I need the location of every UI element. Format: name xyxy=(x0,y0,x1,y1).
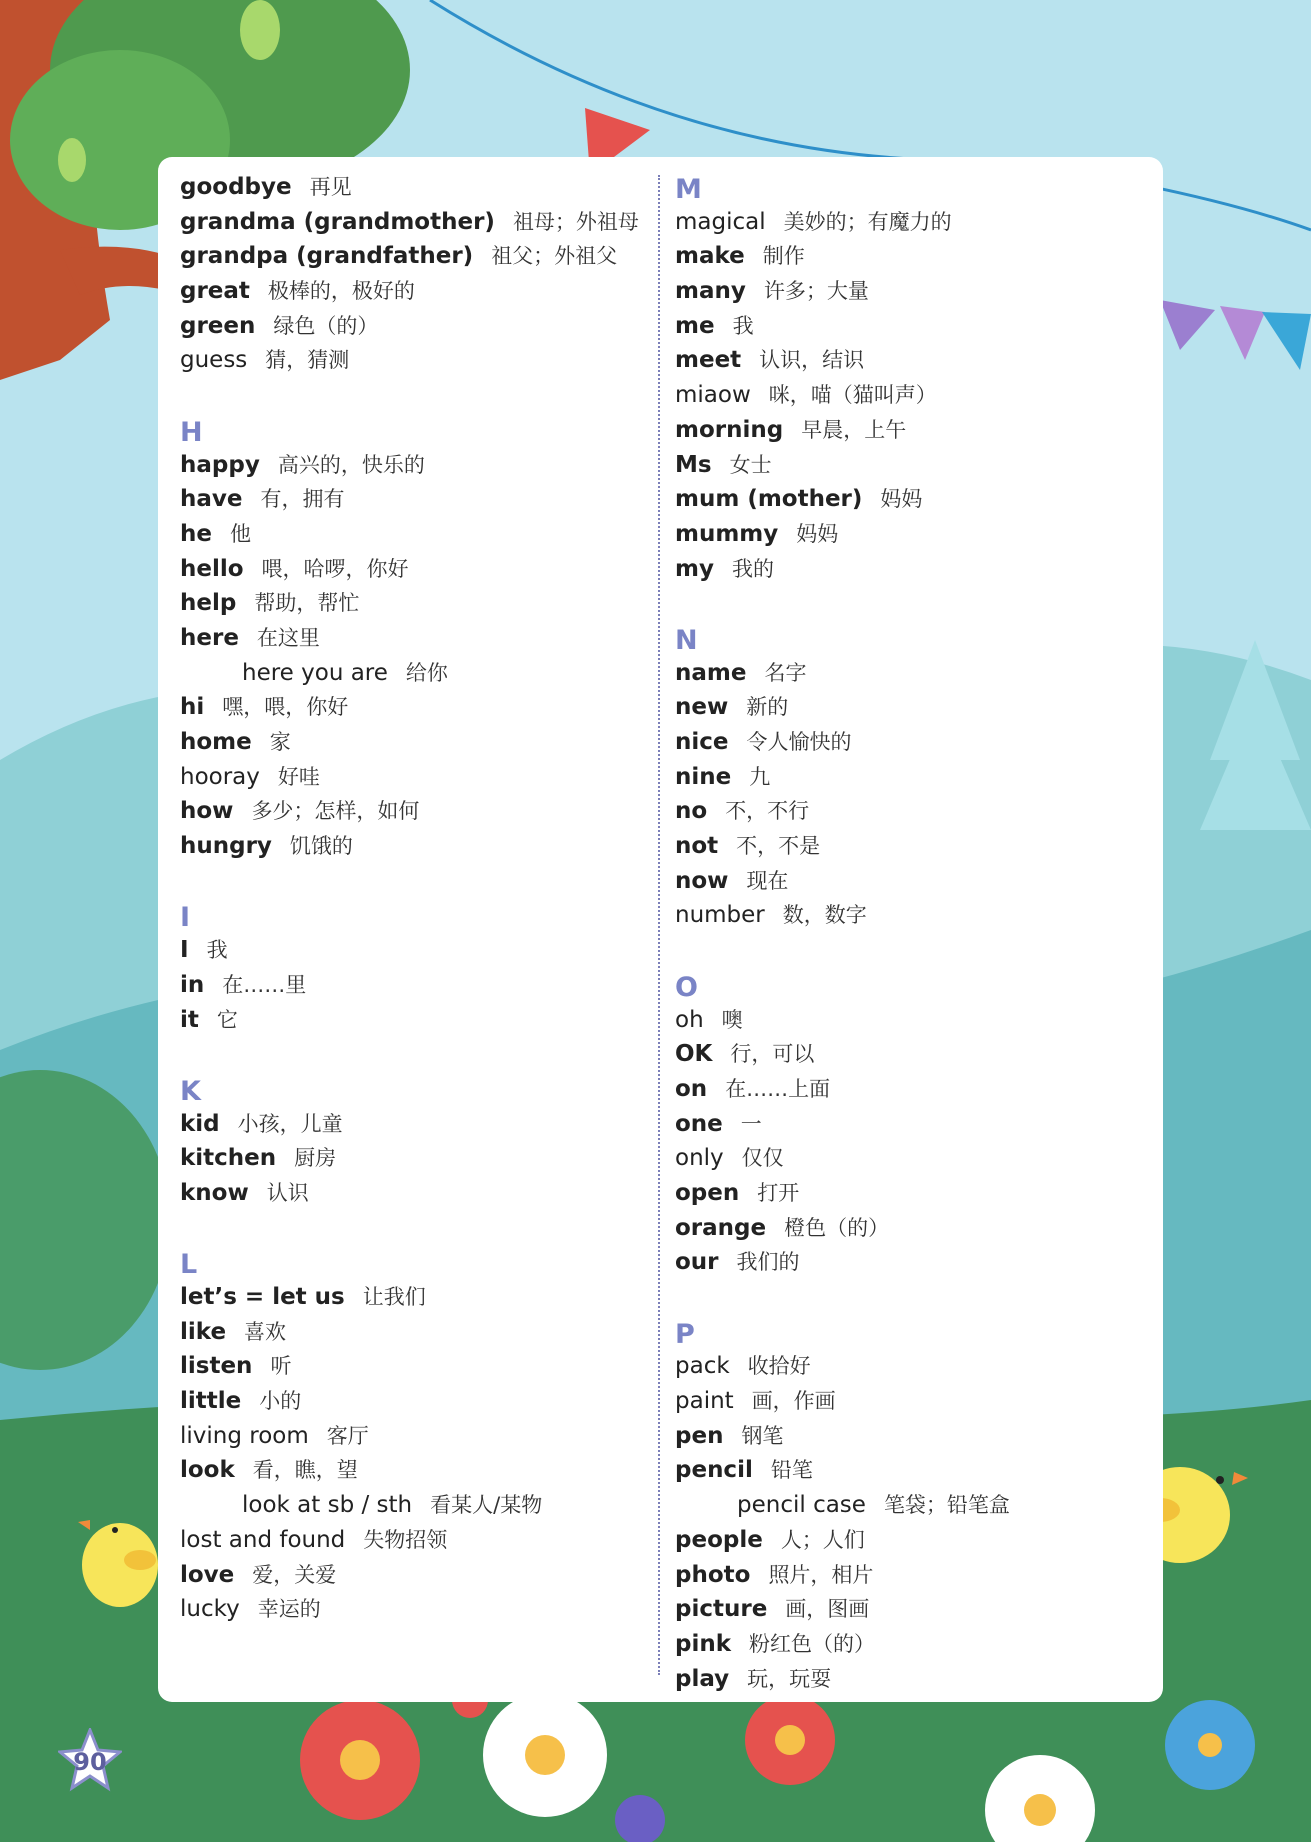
vocab-meaning: 名字 xyxy=(764,660,807,685)
vocab-entry xyxy=(180,725,650,760)
section-gap xyxy=(180,864,650,899)
vocab-meaning: 看某人/某物 xyxy=(430,1493,543,1518)
vocab-meaning: 咪，喵（猫叫声） xyxy=(768,383,937,408)
vocab-entry xyxy=(675,552,1145,587)
vocab-entry xyxy=(675,1419,1145,1454)
leaf-2 xyxy=(58,138,86,182)
vocab-word: on xyxy=(675,1075,708,1102)
vocab-meaning: 好哇 xyxy=(277,764,320,789)
vocab-word: living room xyxy=(180,1422,309,1449)
flower-red-2 xyxy=(745,1695,835,1785)
vocab-word: green xyxy=(180,312,256,339)
vocab-entry xyxy=(675,1488,1145,1523)
vocab-entry xyxy=(180,829,650,864)
vocab-meaning: 在这里 xyxy=(256,625,320,650)
flower-red xyxy=(300,1700,420,1820)
vocab-entry xyxy=(675,274,1145,309)
vocab-word: OK xyxy=(675,1041,713,1068)
vocab-word: kid xyxy=(180,1110,220,1137)
section-gap xyxy=(180,378,650,413)
vocab-word: mum (mother) xyxy=(675,486,863,513)
vocab-meaning: 多少；怎样，如何 xyxy=(251,799,420,824)
vocab-entry xyxy=(675,1384,1145,1419)
vocab-meaning: 我的 xyxy=(731,556,774,581)
vocab-meaning: 画，作画 xyxy=(751,1389,836,1414)
section-gap xyxy=(675,933,1145,968)
vocab-meaning: 玩，玩耍 xyxy=(747,1666,832,1691)
vocab-meaning: 噢 xyxy=(721,1007,743,1032)
vocab-entry xyxy=(180,309,650,344)
vocab-word: know xyxy=(180,1179,249,1206)
vocab-word: how xyxy=(180,798,234,825)
vocab-meaning: 女士 xyxy=(729,452,772,477)
vocab-word: play xyxy=(675,1665,730,1692)
letter-heading: O xyxy=(675,971,698,1003)
vocab-word: listen xyxy=(180,1353,253,1380)
vocab-word: pencil xyxy=(675,1457,753,1484)
vocab-entry xyxy=(180,343,650,378)
vocab-entry xyxy=(180,933,650,968)
vocab-entry xyxy=(675,1072,1145,1107)
vocab-word: grandma (grandmother) xyxy=(180,208,495,235)
vocab-word: great xyxy=(180,278,250,305)
vocabulary-card xyxy=(158,157,1163,1702)
vocab-word: look at sb / sth xyxy=(242,1492,413,1519)
vocab-entry xyxy=(675,239,1145,274)
vocab-word: miaow xyxy=(675,382,751,409)
vocab-word: little xyxy=(180,1388,242,1415)
vocab-word: here xyxy=(180,624,239,651)
vocab-entry xyxy=(180,1384,650,1419)
vocab-word: name xyxy=(675,659,747,686)
vocab-entry xyxy=(675,1107,1145,1142)
vocab-word: Ms xyxy=(675,451,712,478)
vocab-entry xyxy=(180,690,650,725)
vocab-word: pack xyxy=(675,1353,730,1380)
vocab-meaning: 失物招领 xyxy=(363,1527,448,1552)
vocab-meaning: 帮助，帮忙 xyxy=(254,591,360,616)
vocab-word: pen xyxy=(675,1422,724,1449)
vocab-meaning: 喜欢 xyxy=(244,1319,287,1344)
vocab-entry xyxy=(180,1453,650,1488)
vocab-word: pink xyxy=(675,1630,732,1657)
vocab-entry xyxy=(180,1523,650,1558)
vocab-entry xyxy=(180,517,650,552)
vocab-word: make xyxy=(675,243,745,270)
letter-heading: P xyxy=(675,1318,695,1350)
vocab-word: let’s = let us xyxy=(180,1284,345,1310)
vocab-meaning: 幸运的 xyxy=(257,1597,321,1622)
section-gap xyxy=(180,1037,650,1072)
vocab-word: hi xyxy=(180,694,205,721)
vocab-entry xyxy=(180,1488,650,1523)
vocab-entry xyxy=(180,1280,650,1315)
vocab-meaning: 九 xyxy=(749,764,771,789)
vocab-meaning: 不，不行 xyxy=(725,799,810,824)
vocab-meaning: 猜，猜测 xyxy=(265,348,350,373)
vocab-word: our xyxy=(675,1249,719,1276)
vocab-meaning: 再见 xyxy=(309,175,352,199)
vocab-word: orange xyxy=(675,1214,767,1241)
vocab-meaning: 钢笔 xyxy=(741,1423,784,1448)
vocab-word: paint xyxy=(675,1388,734,1415)
vocab-word: in xyxy=(180,971,205,998)
vocab-word: number xyxy=(675,902,765,929)
section-gap xyxy=(675,1280,1145,1315)
vocab-entry xyxy=(675,378,1145,413)
vocab-entry xyxy=(675,343,1145,378)
vocab-word: people xyxy=(675,1526,763,1553)
vocab-meaning: 不，不是 xyxy=(736,834,821,859)
vocab-entry xyxy=(180,1592,650,1627)
vocab-entry xyxy=(675,725,1145,760)
vocab-entry xyxy=(180,1419,650,1454)
vocab-meaning: 绿色（的） xyxy=(273,313,379,338)
vocab-meaning: 它 xyxy=(216,1007,238,1032)
vocab-word: pencil case xyxy=(737,1492,866,1519)
vocab-meaning: 美妙的；有魔力的 xyxy=(783,209,952,234)
vocab-meaning: 一 xyxy=(740,1111,762,1136)
letter-heading: H xyxy=(180,416,203,448)
vocab-word: hello xyxy=(180,555,244,582)
vocab-meaning: 客厅 xyxy=(326,1423,369,1448)
vocab-entry xyxy=(180,552,650,587)
vocab-word: goodbye xyxy=(180,174,292,200)
vocab-meaning: 祖父；外祖父 xyxy=(491,244,618,269)
vocab-meaning: 铅笔 xyxy=(770,1458,813,1483)
vocab-word: nice xyxy=(675,729,729,755)
vocab-entry xyxy=(675,1349,1145,1384)
vocab-word: one xyxy=(675,1110,723,1137)
vocab-entry xyxy=(675,794,1145,829)
vocab-word: photo xyxy=(675,1561,751,1588)
vocab-word: only xyxy=(675,1145,724,1172)
vocab-meaning: 家 xyxy=(269,730,291,754)
vocab-word: happy xyxy=(180,451,260,478)
vocab-entry xyxy=(675,1037,1145,1072)
vocab-entry xyxy=(180,239,650,274)
vocab-meaning: 令人愉快的 xyxy=(746,730,852,754)
vocab-meaning: 我们的 xyxy=(736,1250,800,1275)
vocab-entry xyxy=(180,448,650,483)
vocab-meaning: 笔袋；铅笔盒 xyxy=(883,1493,1010,1518)
vocab-entry xyxy=(675,1211,1145,1246)
vocab-meaning: 认识，结识 xyxy=(759,348,865,373)
vocab-word: many xyxy=(675,278,746,305)
vocab-meaning: 画，图画 xyxy=(785,1597,870,1622)
vocab-word: love xyxy=(180,1561,235,1588)
vocab-entry xyxy=(180,621,650,656)
vocab-word: magical xyxy=(675,208,766,235)
vocab-entry xyxy=(675,898,1145,933)
vocab-meaning: 听 xyxy=(270,1354,292,1379)
vocab-meaning: 看，瞧，望 xyxy=(252,1458,358,1483)
vocab-word: I xyxy=(180,937,189,964)
letter-heading: N xyxy=(675,624,698,656)
vocab-meaning: 我 xyxy=(732,313,754,338)
vocab-word: oh xyxy=(675,1006,704,1033)
vocab-meaning: 认识 xyxy=(266,1180,309,1205)
vocab-entry xyxy=(180,586,650,621)
flower-white xyxy=(483,1693,607,1817)
vocab-entry xyxy=(180,1315,650,1350)
vocab-entry xyxy=(180,482,650,517)
vocab-entry xyxy=(180,1558,650,1593)
vocab-meaning: 行，可以 xyxy=(730,1042,815,1067)
vocab-meaning: 高兴的，快乐的 xyxy=(277,452,425,477)
vocab-entry xyxy=(675,413,1145,448)
vocab-meaning: 人；人们 xyxy=(780,1527,865,1552)
vocab-entry xyxy=(675,448,1145,483)
vocab-meaning: 厨房 xyxy=(294,1146,337,1171)
column-divider xyxy=(658,175,660,1675)
letter-heading: I xyxy=(180,902,191,934)
vocab-meaning: 收拾好 xyxy=(747,1354,811,1379)
vocab-entry xyxy=(180,205,650,240)
vocab-meaning: 妈妈 xyxy=(880,487,923,512)
vocab-word: he xyxy=(180,520,212,547)
vocab-meaning: 小的 xyxy=(259,1389,302,1414)
vocab-meaning: 嘿，喂，你好 xyxy=(222,695,349,720)
vocab-word: my xyxy=(675,555,714,582)
vocab-word: no xyxy=(675,798,708,825)
vocab-word: meet xyxy=(675,347,742,374)
flower-blue xyxy=(1165,1700,1255,1790)
vocab-entry xyxy=(675,829,1145,864)
vocab-entry xyxy=(675,517,1145,552)
vocab-word: here you are xyxy=(242,659,388,686)
vocab-word: guess xyxy=(180,347,248,374)
vocab-word: it xyxy=(180,1006,199,1033)
vocab-meaning: 饥饿的 xyxy=(289,834,353,859)
vocab-meaning: 妈妈 xyxy=(796,521,839,546)
vocab-word: now xyxy=(675,867,729,894)
vocab-word: hooray xyxy=(180,763,260,790)
vocab-entry xyxy=(675,482,1145,517)
vocab-word: kitchen xyxy=(180,1145,277,1172)
vocab-meaning: 打开 xyxy=(757,1180,800,1205)
vocab-meaning: 让我们 xyxy=(362,1285,426,1309)
vocab-word: lucky xyxy=(180,1596,240,1623)
letter-heading: M xyxy=(675,174,702,205)
vocab-word: grandpa (grandfather) xyxy=(180,243,474,270)
vocab-word: morning xyxy=(675,416,784,443)
vocab-meaning: 小孩，儿童 xyxy=(237,1111,343,1136)
vocab-word: not xyxy=(675,833,719,860)
vocab-word: help xyxy=(180,590,237,617)
vocab-entry xyxy=(675,1592,1145,1627)
vocab-meaning: 制作 xyxy=(762,244,805,269)
vocab-entry xyxy=(675,1141,1145,1176)
vocab-meaning: 给你 xyxy=(405,660,448,685)
vocab-meaning: 照片，相片 xyxy=(768,1562,874,1587)
vocab-entry xyxy=(675,760,1145,795)
vocab-meaning: 数，数字 xyxy=(782,903,867,928)
letter-heading: K xyxy=(180,1075,201,1107)
vocab-meaning: 在……上面 xyxy=(725,1076,831,1101)
vocab-entry xyxy=(180,1141,650,1176)
vocab-meaning: 在……里 xyxy=(222,972,307,997)
vocab-entry xyxy=(675,1003,1145,1038)
vocab-word: have xyxy=(180,486,243,513)
left-column xyxy=(180,170,650,1627)
vocab-entry xyxy=(675,1453,1145,1488)
vocab-word: lost and found xyxy=(180,1526,346,1553)
vocab-entry xyxy=(675,1176,1145,1211)
page-number: 90 xyxy=(73,1748,107,1776)
vocab-meaning: 仅仅 xyxy=(741,1146,784,1171)
section-gap xyxy=(180,1211,650,1246)
vocab-entry xyxy=(180,1107,650,1142)
vocab-word: like xyxy=(180,1318,227,1345)
vocab-entry xyxy=(180,794,650,829)
vocab-entry xyxy=(180,968,650,1003)
vocab-word: new xyxy=(675,694,729,721)
vocab-meaning: 爱，关爱 xyxy=(252,1562,337,1587)
vocab-meaning: 橙色（的） xyxy=(784,1215,890,1240)
vocab-meaning: 祖母；外祖母 xyxy=(512,209,639,234)
vocab-entry xyxy=(180,170,650,205)
vocab-meaning: 有，拥有 xyxy=(260,487,345,512)
vocab-word: me xyxy=(675,312,715,339)
leaf-1 xyxy=(240,0,280,60)
vocab-word: hungry xyxy=(180,833,272,860)
vocab-word: nine xyxy=(675,763,732,790)
vocab-entry xyxy=(675,205,1145,240)
vocab-meaning: 现在 xyxy=(746,868,789,893)
vocab-meaning: 极棒的，极好的 xyxy=(267,279,415,304)
vocab-entry xyxy=(675,656,1145,691)
vocab-entry xyxy=(675,1523,1145,1558)
vocab-entry xyxy=(675,864,1145,899)
vocab-entry xyxy=(180,1176,650,1211)
vocab-meaning: 喂，哈啰，你好 xyxy=(261,556,409,581)
vocab-entry xyxy=(675,1245,1145,1280)
vocab-word: home xyxy=(180,729,252,755)
vocab-word: mummy xyxy=(675,520,779,547)
vocab-meaning: 我 xyxy=(206,938,228,963)
vocab-word: look xyxy=(180,1457,235,1484)
right-column xyxy=(675,170,1145,1696)
vocab-meaning: 粉红色（的） xyxy=(749,1631,876,1656)
vocab-meaning: 新的 xyxy=(746,695,789,720)
vocab-entry xyxy=(675,1558,1145,1593)
vocab-entry xyxy=(675,1662,1145,1697)
vocab-entry xyxy=(180,760,650,795)
vocab-entry xyxy=(675,1627,1145,1662)
vocab-entry xyxy=(180,656,650,691)
vocab-entry xyxy=(180,1003,650,1038)
vocab-word: open xyxy=(675,1179,740,1206)
vocab-entry xyxy=(675,690,1145,725)
vocab-meaning: 许多；大量 xyxy=(763,279,869,304)
vocab-entry xyxy=(180,274,650,309)
vocab-meaning: 他 xyxy=(229,521,251,546)
vocab-word: picture xyxy=(675,1596,768,1623)
letter-heading: L xyxy=(180,1249,198,1281)
section-gap xyxy=(675,586,1145,621)
vocab-meaning: 早晨，上午 xyxy=(801,417,907,442)
vocab-entry xyxy=(675,309,1145,344)
vocab-entry xyxy=(180,1349,650,1384)
